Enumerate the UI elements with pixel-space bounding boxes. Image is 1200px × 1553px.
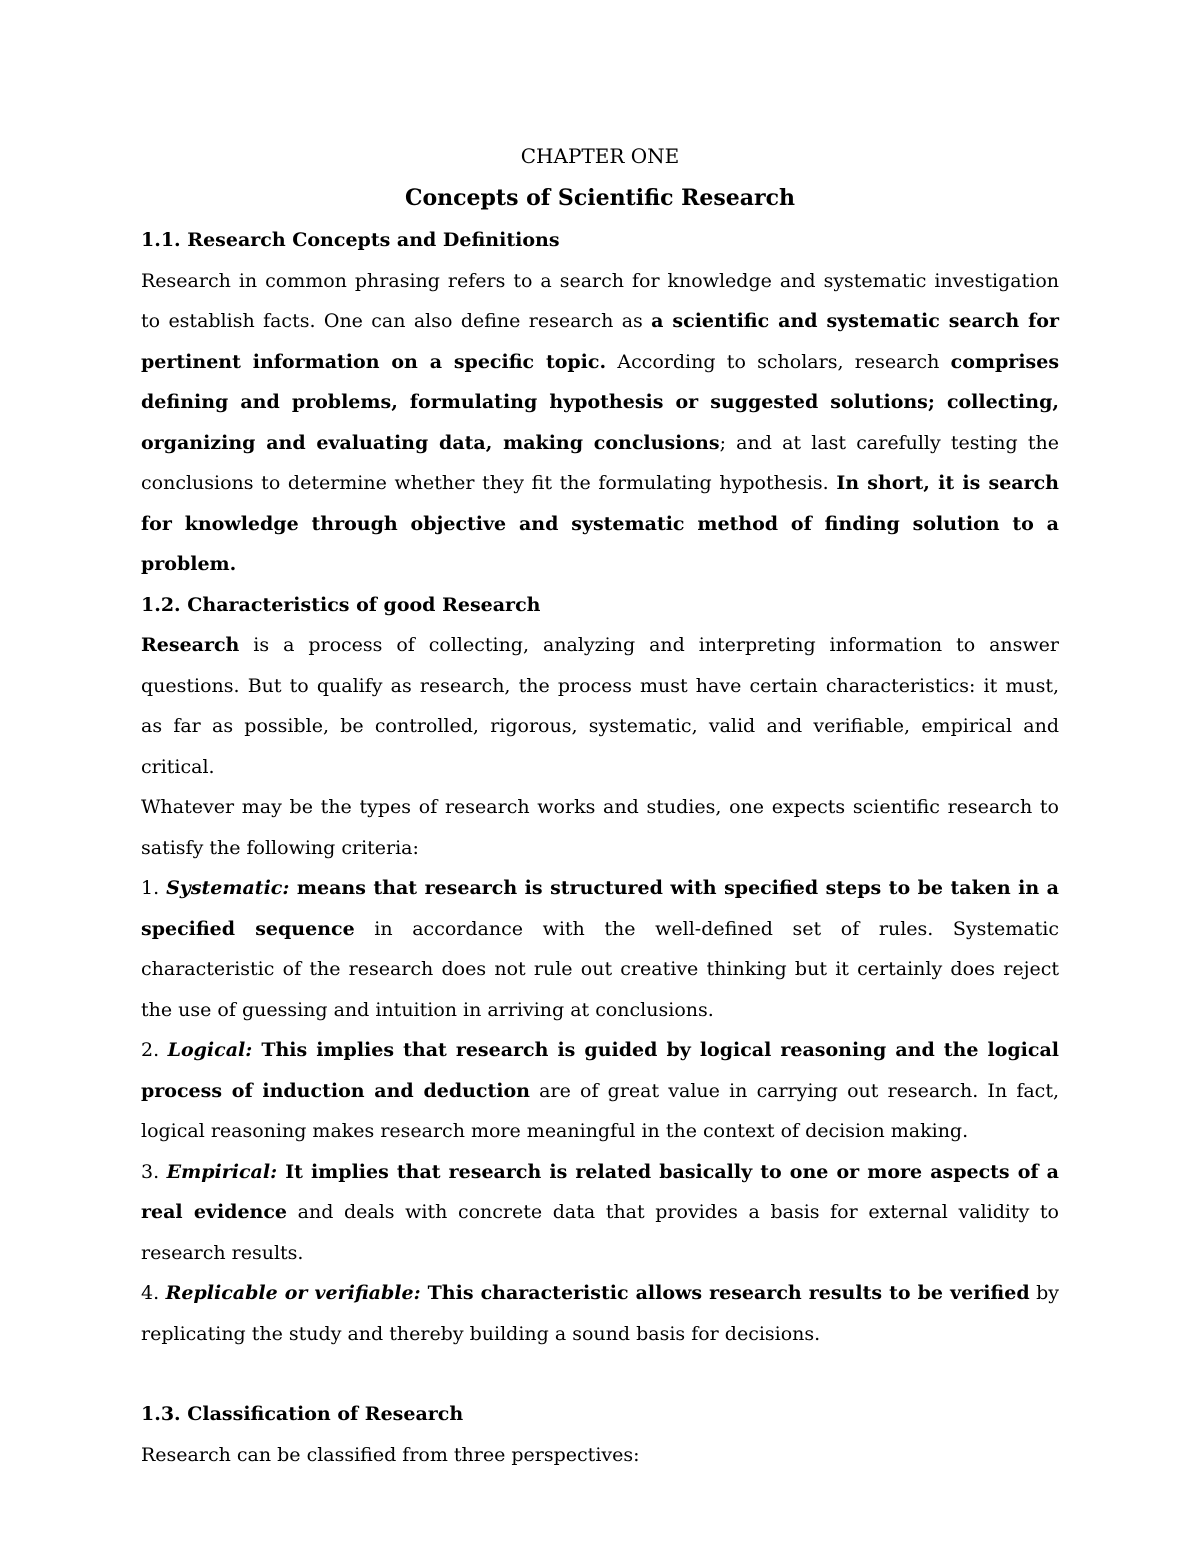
section-heading-1-1: 1.1. Research Concepts and Definitions bbox=[141, 229, 560, 251]
bold-run: In short, it is search for knowledge through objective and systematic method of finding solution to a problem. bbox=[141, 472, 1059, 575]
item-text: are of great value in carrying out research. In fact, logical reasoning makes research more meaningful in the context of decision making. bbox=[141, 1079, 1060, 1142]
item-text: in accordance with the well-defined set of rules. Systematic characteristic of the research does not rule out creative thinking but it certainly does reject the use of guessing and intuition in arriving at conclusions. bbox=[141, 917, 1060, 1021]
item-number: 3. bbox=[141, 1160, 167, 1183]
list-item-systematic bbox=[141, 868, 1059, 1030]
bold-run: comprises defining and problems, formulating hypothesis or suggested solutions; collecting, organizing and evaluating data, making conclusions bbox=[141, 350, 1060, 454]
item-bold: This implies that research is guided by logical reasoning and the logical process of induction and deduction bbox=[141, 1039, 1059, 1102]
item-bold: means that research is structured with specified steps to be taken in a specified sequence bbox=[141, 877, 1059, 940]
paragraph-classification-intro: Research can be classified from three perspectives: bbox=[141, 1443, 640, 1466]
item-term: Logical: bbox=[167, 1039, 253, 1061]
paragraph-criteria-intro: Whatever may be the types of research works and studies, one expects scientific research to satisfy the following criteria: bbox=[141, 796, 1059, 859]
item-text: by replicating the study and thereby building a sound basis for decisions. bbox=[141, 1282, 1060, 1345]
chapter-label: CHAPTER ONE bbox=[520, 144, 680, 168]
text-run: According to scholars, research bbox=[606, 350, 951, 373]
item-bold: This characteristic allows research results to be verified bbox=[420, 1282, 1030, 1304]
item-number: 1. bbox=[141, 877, 167, 899]
bold-run: a scientific and systematic search for pertinent information on a specific topic. bbox=[141, 310, 1059, 373]
text-run: Research in common phrasing refers to a search for knowledge and systematic investigation to establish facts. One can also define research as bbox=[141, 269, 1059, 332]
item-number: 4. bbox=[141, 1282, 166, 1304]
list-item-logical bbox=[141, 1030, 1059, 1152]
section-heading-1-2: 1.2. Characteristics of good Research bbox=[141, 593, 541, 616]
list-item-empirical bbox=[141, 1152, 1059, 1274]
bold-run: Research bbox=[141, 634, 240, 656]
chapter-title: Concepts of Scientific Research bbox=[404, 185, 796, 211]
list-item-replicable bbox=[141, 1273, 1059, 1354]
text-run: is a process of collecting, analyzing and interpreting information to answer questions. But to qualify as research, the process must have certain characteristics: it must, as far as possible, be controlled, rigorous, systematic, valid and verifiable, empirical and critical. bbox=[141, 634, 1059, 778]
paragraph-characteristics-intro bbox=[141, 625, 1059, 787]
text-run: ; and at last carefully testing the conclusions to determine whether they fit the formulating hypothesis. bbox=[141, 431, 1059, 494]
item-term: Replicable or verifiable: bbox=[165, 1282, 421, 1304]
document-page bbox=[141, 136, 1059, 1475]
item-text: and deals with concrete data that provides a basis for external validity to research results. bbox=[141, 1201, 1060, 1264]
section-heading-1-3: 1.3. Classification of Research bbox=[141, 1403, 464, 1425]
paragraph-spacer bbox=[141, 1354, 1059, 1394]
item-term: Empirical: bbox=[166, 1160, 278, 1183]
item-number: 2. bbox=[141, 1039, 168, 1061]
item-term: Systematic: bbox=[166, 877, 290, 899]
item-bold: It implies that research is related basically to one or more aspects of a real evidence bbox=[141, 1160, 1059, 1223]
paragraph-research-definition bbox=[141, 261, 1059, 585]
